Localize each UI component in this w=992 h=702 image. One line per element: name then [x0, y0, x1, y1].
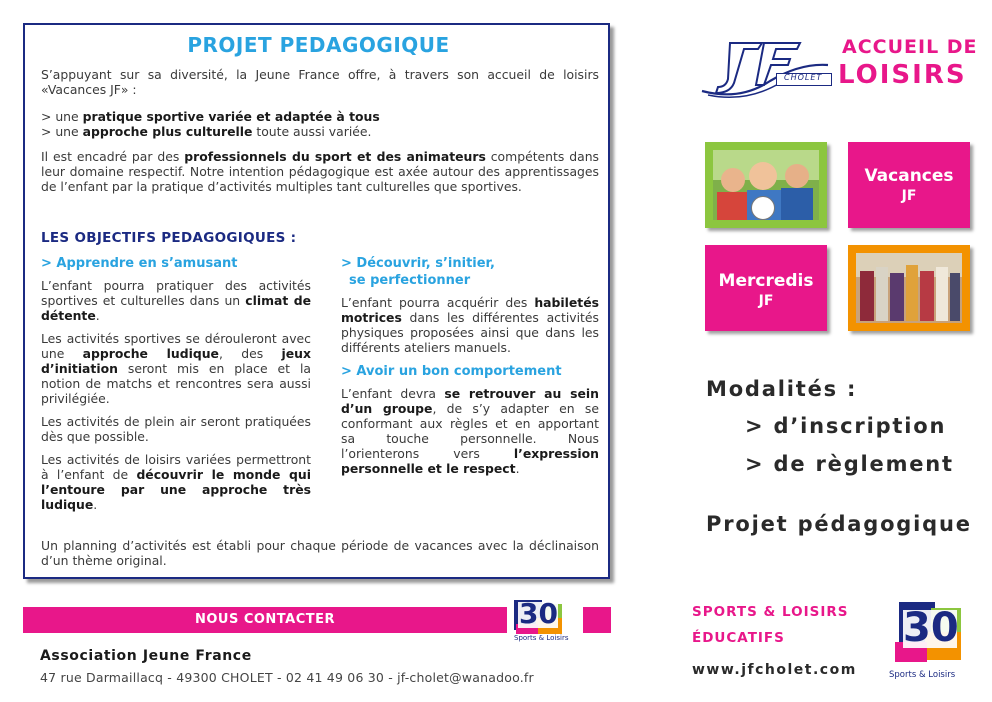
col2-p2-mid: , de s’y adapter en se conformant aux règles et en apportant sa touche personnelle. Nous l’orienterons vers: [341, 401, 599, 461]
association-name: Association Jeune France: [40, 648, 252, 664]
tile-mercredis-jf[interactable]: [705, 245, 827, 331]
jf-logo-mark: [700, 37, 830, 103]
col2-p2-bold1: se retrouver au sein d’un groupe: [341, 386, 599, 416]
col1-p2-mid: , des: [218, 346, 282, 361]
col1-paragraph-4: [41, 452, 311, 512]
contact-bar-label: NOUS CONTACTER: [194, 612, 336, 627]
association-address: 47 rue Darmaillacq - 49300 CHOLET - 02 41 49 06 30 - jf-cholet@wanadoo.fr: [40, 670, 534, 685]
bullet-culture: [41, 124, 599, 139]
costumes-photo: [856, 253, 962, 323]
project-panel: [23, 23, 610, 579]
bullet-sport-prefix: > une: [41, 109, 83, 124]
link-reglement[interactable]: > de règlement: [745, 452, 954, 476]
col1-p3-text: Les activités de plein air seront pratiquées dès que possible.: [41, 414, 311, 444]
planning-paragraph: [41, 538, 599, 568]
staff-bold: professionnels du sport et des animateurs: [184, 149, 486, 164]
col1-paragraph-3: [41, 414, 311, 444]
tile-mercredis-label-jf: JF: [758, 293, 774, 309]
children-photo: [713, 150, 819, 220]
jf-city-label: CHOLET: [784, 73, 823, 82]
col2-paragraph-1: [341, 295, 599, 355]
planning-text: Un planning d’activités est établi pour chaque période de vacances avec la déclinaison d’un thème original.: [41, 538, 599, 568]
bullet-culture-bold: approche plus culturelle: [82, 124, 253, 139]
col1-p2-end: seront mis en place et la notion de matchs et rencontres sera aussi privilégiée.: [41, 361, 311, 406]
col1-p4-text: Les activités de loisirs variées permettront à l’enfant de: [41, 452, 311, 482]
tile-vacances-jf[interactable]: [848, 142, 970, 228]
col1-p2-text: Les activités sportives se dérouleront avec une: [41, 331, 311, 361]
col1-p4-bold: découvrir le monde qui l’entoure par une approche très ludique: [41, 467, 311, 512]
objectives-column-1: [41, 255, 311, 520]
col2-p2-text: L’enfant devra: [341, 386, 445, 401]
bullet-culture-suffix: toute aussi variée.: [252, 124, 372, 139]
heading-comportement: > Avoir un bon comportement: [341, 364, 562, 379]
photo-tile-costumes[interactable]: [848, 245, 970, 331]
objectives-column-2: [341, 255, 599, 484]
contact-bar: [23, 607, 507, 633]
heading-apprendre: > Apprendre en s’amusant: [41, 256, 238, 271]
link-inscription[interactable]: > d’inscription: [745, 414, 947, 438]
col2-p2-end: .: [515, 461, 520, 476]
anniversary-logo-small: [510, 598, 578, 642]
logo-number: 30: [519, 597, 558, 630]
col2-p2-bold2: l’expression personnelle et le respect: [341, 446, 599, 476]
accueil-title-line2: LOISIRS: [838, 60, 967, 90]
sports-loisirs-line1: SPORTS & LOISIRS: [692, 604, 849, 620]
accueil-title-line1: ACCUEIL DE: [842, 36, 978, 58]
intro-paragraph: [41, 67, 599, 97]
tile-vacances-label-jf: JF: [901, 188, 917, 204]
logo-large-caption: Sports & Loisirs: [889, 670, 956, 680]
heading-decouvrir: > Découvrir, s’initier,: [341, 256, 495, 271]
photo-tile-children[interactable]: [705, 142, 827, 228]
bullet-sport-bold: pratique sportive variée et adaptée à tous: [82, 109, 380, 124]
link-projet-pedagogique[interactable]: Projet pédagogique: [706, 512, 972, 536]
modalites-heading: Modalités :: [706, 377, 858, 401]
col1-p2-bold1: approche ludique: [82, 346, 219, 361]
contact-bar-end: [583, 607, 611, 633]
col1-p1-text: L’enfant pourra pratiquer des activités sportives et culturelles dans un: [41, 278, 311, 308]
col1-p2-bold2: jeux d’initiation: [41, 346, 311, 376]
bullet-culture-prefix: > une: [41, 124, 83, 139]
heading-decouvrir-line2: se perfectionner: [349, 273, 471, 288]
logo-caption: Sports & Loisirs: [514, 634, 569, 642]
col1-paragraph-1: [41, 278, 311, 323]
objectives-title: LES OBJECTIFS PEDAGOGIQUES :: [41, 230, 297, 246]
col1-p1-bold: climat de détente: [41, 293, 311, 323]
staff-prefix: Il est encadré par des: [41, 149, 185, 164]
col1-p1-end: .: [95, 308, 100, 323]
staff-suffix: compétents dans leur domaine respectif. Notre intention pédagogique est axée autour des apprentissages de l’enfant par la pratique d’activités multiples tant culturelles que sportives.: [41, 149, 600, 194]
logo-large-number: 30: [903, 605, 959, 651]
tile-mercredis-label: Mercredis: [718, 271, 814, 291]
anniversary-logo-large: [885, 598, 969, 688]
sports-loisirs-line2: ÉDUCATIFS: [692, 630, 785, 646]
panel-title: PROJET PEDAGOGIQUE: [187, 33, 450, 57]
bullet-sport: [41, 109, 599, 124]
col1-p4-end: .: [93, 497, 98, 512]
col2-paragraph-2: [341, 386, 599, 476]
col2-p1-bold: habiletés motrices: [341, 295, 599, 325]
intro-text: S’appuyant sur sa diversité, la Jeune France offre, à travers son accueil de loisirs «Vacances JF» :: [41, 67, 599, 97]
tile-vacances-label: Vacances: [864, 166, 954, 186]
col2-p1-end: dans les différentes activités physiques proposées ainsi que dans les différents ateliers manuels.: [341, 310, 599, 355]
website-link[interactable]: www.jfcholet.com: [692, 662, 857, 678]
col1-paragraph-2: [41, 331, 311, 406]
jf-cholet-logo: [700, 37, 830, 103]
staff-paragraph: [41, 149, 599, 194]
col2-p1-text: L’enfant pourra acquérir des: [341, 295, 535, 310]
